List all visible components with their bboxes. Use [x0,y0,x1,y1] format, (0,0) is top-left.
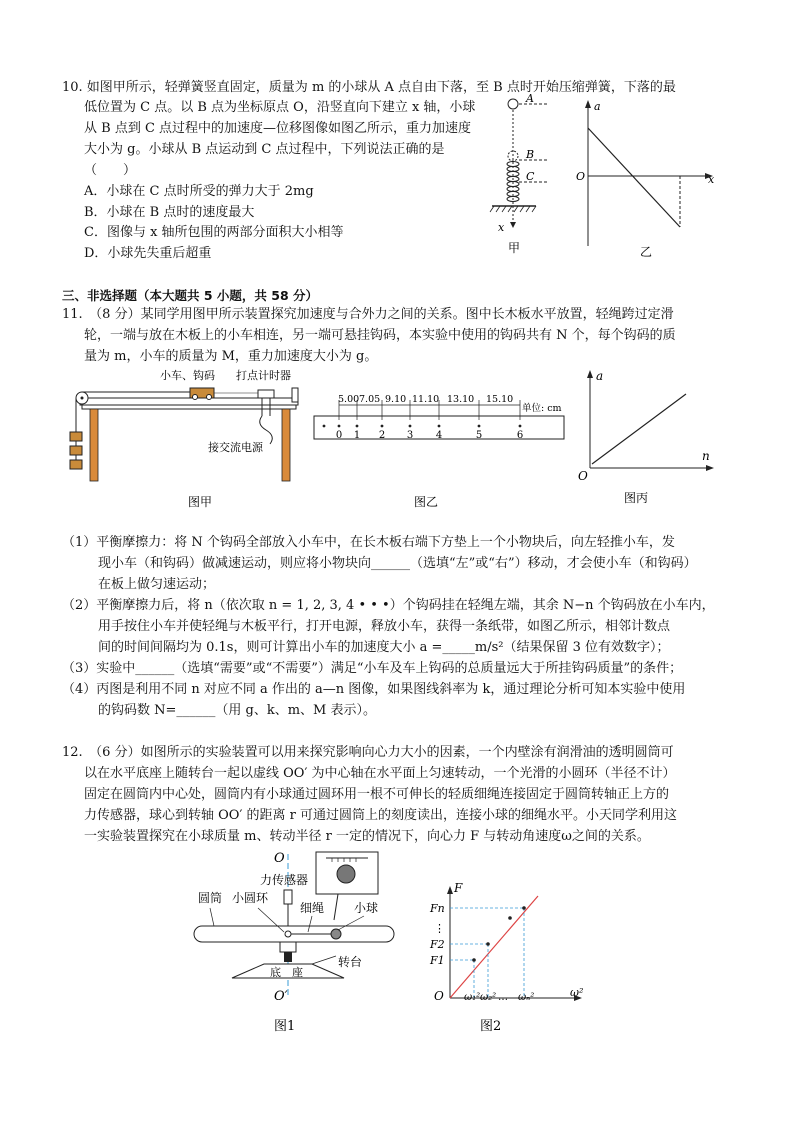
fn-label: Fn [430,902,445,915]
power-label: 接交流电源 [208,441,263,454]
figure-bing-caption: 图丙 [624,491,649,505]
q10-line-5: （ ） [84,163,137,178]
ring-label: 小圆环 [232,891,269,905]
q11-figure-yi [312,388,570,512]
vertical-dots: ⋮ [434,922,445,935]
q10-figure-yi [572,96,722,260]
q10-option-d: D．小球先失重后超重 [84,246,212,261]
q11-sub-2a: （2）平衡摩擦力后，将 n（依次取 n = 1, 2, 3, 4 • • •）个钩码挂在轻绳左端，其余 N−n 个钩码放在小车内， [62,598,715,613]
omega-dots: … [498,992,508,1003]
a-axis-label: a [594,100,601,113]
q11-sub-2c: 间的时间间隔均为 0.1s，则可计算出小车的加速度大小 a =_____m/s²（结果保留 3 位有效数字）； [98,640,670,655]
unit-label: 单位: cm [522,403,562,414]
q11-figure-jia [62,364,312,514]
figure-jia-caption: 图甲 [188,495,213,509]
timer-label: 打点计时器 [236,369,291,382]
q10-line-2: 低位置为 C 点。以 B 点为坐标原点 O，沿竖直向下建立 x 轴，小球 [84,100,476,115]
timer [258,390,274,398]
point-label: 2 [378,430,386,441]
cart-label: 小车、钩码 [160,369,215,382]
q10-figure-jia [486,94,552,256]
f2-label: F2 [430,938,445,951]
point-label: 6 [516,430,524,441]
a-x-line [588,128,680,227]
n-axis-label: n [702,449,710,463]
q11-sub-1b: 现小车（和钩码）做减速运动，则应将小物块向______（选填“左”或“右”）移动，才会使小车（和钩码） [98,556,697,571]
q10-line-3: 从 B 点到 C 点过程中的加速度—位移图像如图乙所示，重力加速度 [84,121,472,136]
segment-label: 9.10 [385,394,407,405]
q10-line-1: 10. 如图甲所示，轻弹簧竖直固定，质量为 m 的小球从 A 点自由下落，至 B 点时开始压缩弹簧，下落的最 [62,80,676,95]
omega1-label: ω₁² [464,992,481,1003]
rope-label: 细绳 [300,901,325,915]
figure-yi-caption: 乙 [640,245,653,259]
ball-label: 小球 [354,901,379,915]
segment-label: 15.10 [486,394,514,405]
x-axis-label: x [708,173,715,186]
q10-option-b: B．小球在 B 点时的速度最大 [84,205,255,220]
f-axis-label: F [454,882,463,895]
f1-label: F1 [430,954,445,967]
q12-line-4: 力传感器，球心到转轴 OO′ 的距离 r 可通过圆筒上的刻度读出，连接小球的细绳水平。小天同学利用这 [84,808,678,823]
section-title: 三、非选择题（本大题共 5 小题，共 58 分） [62,288,319,303]
origin-label: O [578,469,588,483]
q10-option-c: C．图像与 x 轴所包围的两部分面积大小相等 [84,225,344,240]
q10-option-a: A．小球在 C 点时所受的弹力大于 2mg [84,184,314,199]
table-label: 转台 [338,955,363,969]
table-leg-left [90,409,98,481]
point-label: 5 [475,430,483,441]
q11-sub-2b: 用手按住小车并使轻绳与木板平行，打开电源，释放小车，获得一条纸带，如图乙所示，相邻计数点 [98,619,671,634]
base-label: 底 座 [270,966,303,979]
point-label: 1 [353,430,361,441]
segment-label: 5.00 [338,394,360,405]
q12-line-1: 12. （6 分）如图所示的实验装置可以用来探究影响向心力大小的因素，一个内壁涂有润滑油的透明圆筒可 [62,745,674,760]
a-axis-label: a [596,369,604,383]
segment-label: 11.10 [412,394,440,405]
origin-label: O [434,989,444,1003]
omegan-label: ωₙ² [518,992,535,1003]
q11-line-3: 量为 m，小车的质量为 M，重力加速度大小为 g。 [84,349,378,364]
q11-line-2: 轮，一端与放在木板上的小车相连，另一端可悬挂钩码，本实验中使用的钩码共有 N 个，每个钩码的质 [84,328,676,343]
q11-sub-4b: 的钩码数 N=______（用 g、k、m、M 表示）。 [98,703,377,718]
point-b-label: B [526,148,535,161]
figure-2-caption: 图2 [480,1019,502,1034]
q11-line-1: 11. （8 分）某同学用图甲所示装置探究加速度与合外力之间的关系。图中长木板水平放置，轻绳跨过定滑 [62,307,674,322]
figure-jia-caption: 甲 [508,241,521,255]
segment-label: 13.10 [447,394,475,405]
q12-figure-1 [188,848,418,1038]
q10-line-4: 大小为 g。小球从 B 点运动到 C 点过程中，下列说法正确的是 [84,142,445,157]
q12-line-2: 以在水平底座上随转台一起以虚线 OO′ 为中心轴在水平面上匀速转动，一个光滑的小圆环（半径不计） [84,766,676,781]
o-top-label: O [274,851,285,866]
tube-label: 圆筒 [198,891,223,905]
point-label: 0 [335,430,343,441]
point-c-label: C [526,170,535,183]
figure-1-caption: 图1 [274,1019,296,1034]
q11-sub-1c: 在板上做匀速运动； [98,577,216,592]
omega2-label: ω₂² [480,992,497,1003]
point-a-label: A [526,94,534,105]
omega-axis-label: ω² [570,986,584,999]
o-bottom-label: O′ [274,989,288,1004]
table-leg-right [282,409,290,481]
sensor-label: 力传感器 [260,873,309,887]
q12-line-5: 一实验装置探究在小球质量 m、转动半径 r 一定的情况下，向心力 F 与转动角速度ω之间的关系。 [84,829,650,844]
f-omega-line [450,896,538,998]
origin-label: O [576,170,586,183]
q11-sub-1a: （1）平衡摩擦力：将 N 个钩码全部放入小车中，在长木板右端下方垫上一个小物块后，向左轻推小车，发 [62,535,675,550]
point-label: 4 [435,430,443,441]
a-n-line [592,394,686,464]
figure-yi-caption: 图乙 [414,495,439,509]
x-axis-label: x [498,221,505,234]
segment-label: 7.05 [359,394,381,405]
q11-sub-3: （3）实验中______（选填“需要”或“不需要”）满足“小车及车上钩码的总质量远大于所挂钩码质量”的条件； [62,661,683,676]
q12-line-3: 固定在圆筒内中心处，圆筒内有小球通过圆环用一根不可伸长的轻质细绳连接固定于圆筒转轴正上方的 [84,787,670,802]
q11-sub-4a: （4）丙图是利用不同 n 对应不同 a 作出的 a—n 图像，如果图线斜率为 k，通过理论分析可知本实验中使用 [62,682,686,697]
q11-figure-bing [570,364,720,510]
point-label: 3 [406,430,414,441]
q12-figure-2 [426,882,596,1038]
